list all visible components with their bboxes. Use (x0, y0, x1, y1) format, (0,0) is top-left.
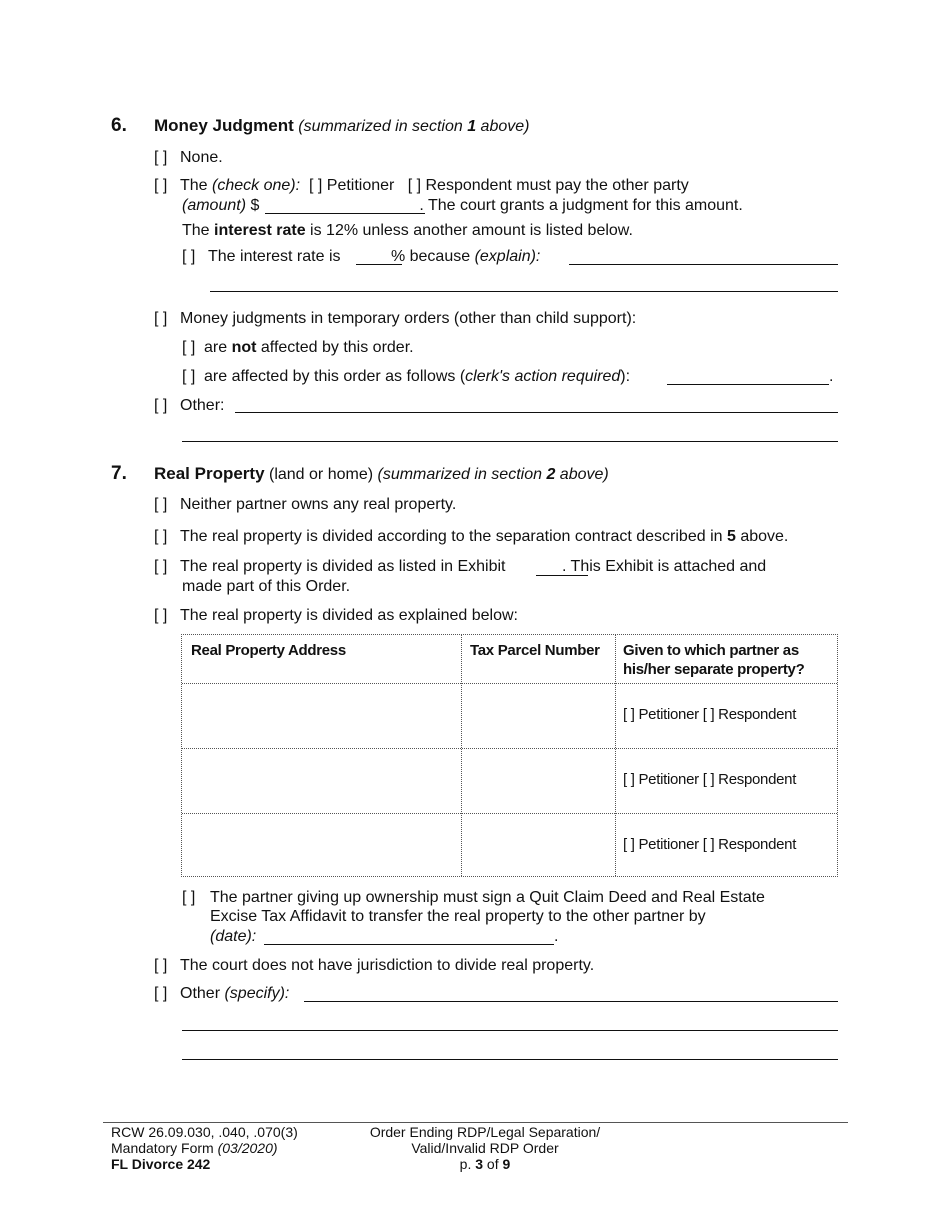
section-6-subtitle: (summarized in section 1 above) (298, 118, 530, 135)
temp-not-affected: [ ] are not affected by this order. (182, 339, 414, 356)
header-address: Real Property Address (191, 642, 346, 659)
row-2-partner-choice[interactable]: [ ] Petitioner [ ] Respondent (623, 771, 797, 788)
table-divider (461, 635, 462, 876)
checkbox-neither[interactable]: [ ] (154, 496, 168, 513)
section-6-other: [ ] Other: (154, 397, 225, 414)
header-parcel: Tax Parcel Number (470, 642, 600, 659)
section-6-number: 6. (111, 115, 127, 136)
interest-explain-field-2[interactable] (210, 291, 838, 292)
checkbox-6-other[interactable]: [ ] (154, 397, 168, 414)
deed-period: . (554, 928, 559, 945)
table-divider (615, 635, 616, 876)
table-divider (182, 813, 837, 814)
header-given-to-1: Given to which partner as (623, 642, 799, 659)
section-7-heading: Real Property (land or home) (summarized in section 2 above) (154, 464, 609, 483)
real-property-table (181, 634, 838, 877)
deed-date-field[interactable] (264, 944, 554, 945)
interest-rate-note: The interest rate is 12% unless another amount is listed below. (182, 222, 633, 239)
option-contract: [ ] The real property is divided according to the separation contract described in 5 above. (154, 528, 789, 545)
section-7-title: Real Property (154, 464, 265, 483)
deed-option: [ ] The partner giving up ownership must sign a Quit Claim Deed and Real Estate (182, 889, 765, 906)
footer-rule (103, 1122, 848, 1123)
exhibit-field[interactable] (536, 575, 588, 576)
checkbox-temp-orders[interactable]: [ ] (154, 310, 168, 327)
checkbox-jurisdiction[interactable]: [ ] (154, 957, 168, 974)
section-6-other-field[interactable] (235, 412, 838, 413)
amount-row: (amount) $ . The court grants a judgment for this amount. (182, 197, 743, 214)
footer-title-2: Valid/Invalid RDP Order (411, 1140, 559, 1156)
jurisdiction-option: [ ] The court does not have jurisdiction to divide real property. (154, 957, 595, 974)
checkbox-temp-affected[interactable]: [ ] (182, 368, 196, 385)
checkbox-pay[interactable]: [ ] (154, 177, 168, 194)
row-3-partner-choice[interactable]: [ ] Petitioner [ ] Respondent (623, 836, 797, 853)
footer-rcw: RCW 26.09.030, .040, .070(3) (111, 1124, 298, 1140)
checkbox-deed[interactable]: [ ] (182, 889, 196, 906)
interest-explain-field[interactable] (569, 264, 838, 265)
section-6-heading (154, 116, 529, 137)
option-neither: [ ] Neither partner owns any real property. (154, 496, 457, 513)
amount-field[interactable] (265, 213, 425, 214)
checkbox-pay-respondent[interactable]: [ ] (407, 177, 422, 194)
table-divider (182, 748, 837, 749)
interest-rate-option: [ ] The interest rate is % because (explain): (182, 248, 541, 265)
option-below: [ ] The real property is divided as explained below: (154, 607, 518, 624)
footer-page: p. 3 of 9 (459, 1156, 511, 1172)
section-7-subtitle: (summarized in section 2 above) (377, 466, 609, 483)
header-given-to-2: his/her separate property? (623, 661, 805, 678)
checkbox-none[interactable]: [ ] (154, 149, 168, 166)
temp-affected-field[interactable] (667, 384, 829, 385)
option-none-label: None. (180, 149, 223, 166)
interest-rate-field[interactable] (356, 264, 402, 265)
checkbox-contract[interactable]: [ ] (154, 528, 168, 545)
checkbox-7-other[interactable]: [ ] (154, 985, 168, 1002)
deed-date-label: (date): (210, 928, 257, 945)
section-7-other-field-3[interactable] (182, 1059, 838, 1060)
table-divider (182, 683, 837, 684)
checkbox-pay-petitioner[interactable]: [ ] (308, 177, 323, 194)
deed-line2: Excise Tax Affidavit to transfer the real property to the other partner by (210, 908, 706, 925)
footer-title-1: Order Ending RDP/Legal Separation/ (369, 1124, 601, 1140)
section-6-title: Money Judgment (154, 116, 294, 135)
footer-mandatory: Mandatory Form (03/2020) (111, 1140, 278, 1156)
temp-affected-period: . (829, 368, 834, 385)
option-exhibit-line2: made part of this Order. (182, 578, 351, 595)
option-exhibit: [ ] The real property is divided as listed in Exhibit . This Exhibit is attached and (154, 558, 767, 575)
section-7-other-field-2[interactable] (182, 1030, 838, 1031)
section-7-other-field[interactable] (304, 1001, 838, 1002)
temp-orders-option: [ ] Money judgments in temporary orders (other than child support): (154, 310, 637, 327)
section-6-other-field-2[interactable] (182, 441, 838, 442)
section-7-other: [ ] Other (specify): (154, 985, 290, 1002)
option-pay: [ ] The (check one): [ ] Petitioner [ ] Respondent must pay the other party (154, 177, 689, 194)
row-1-partner-choice[interactable]: [ ] Petitioner [ ] Respondent (623, 706, 797, 723)
option-none (154, 148, 223, 168)
footer-form-id: FL Divorce 242 (111, 1156, 211, 1172)
temp-affected: [ ] are affected by this order as follows (clerk's action required): (182, 368, 631, 385)
checkbox-interest[interactable]: [ ] (182, 248, 196, 265)
checkbox-below[interactable]: [ ] (154, 607, 168, 624)
checkbox-temp-not[interactable]: [ ] (182, 339, 196, 356)
section-7-number: 7. (111, 463, 127, 484)
checkbox-exhibit[interactable]: [ ] (154, 558, 168, 575)
